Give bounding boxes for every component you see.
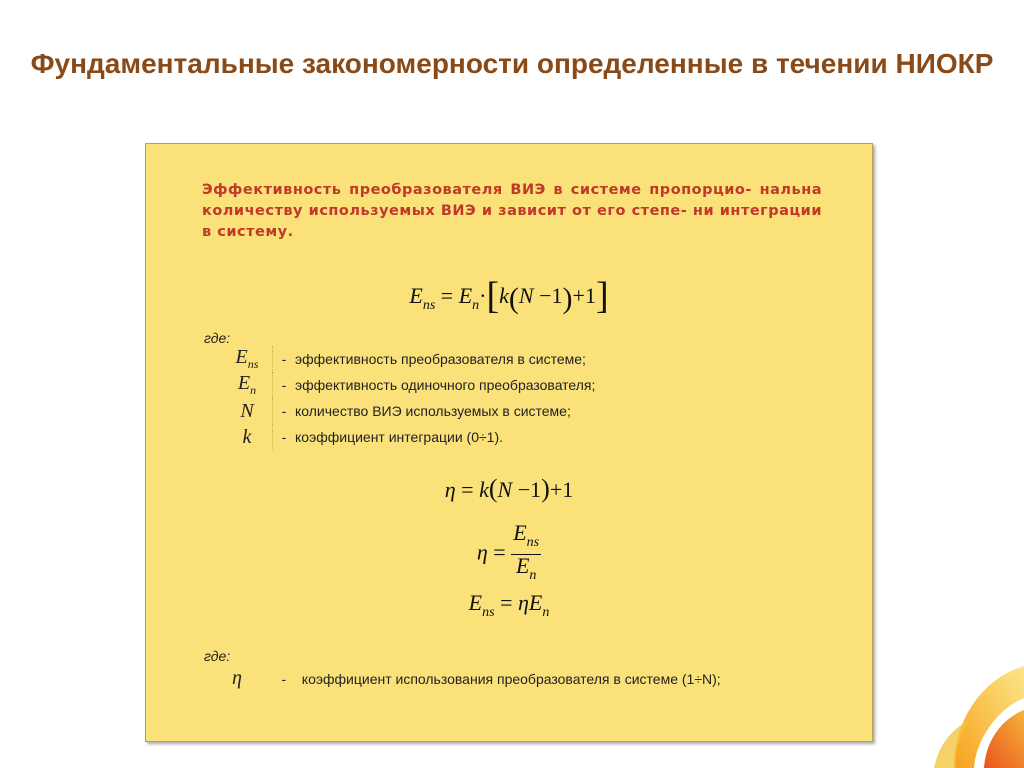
where-label-1: где: (204, 330, 231, 346)
definition-text: количество ВИЭ используемых в системе; (295, 403, 571, 419)
fraction: $\frac{E_{ns}}{E_n}$ (513, 520, 540, 583)
content-panel (145, 143, 873, 742)
definition-row (222, 424, 782, 450)
definition-symbol: $E_{ns}$ (222, 346, 273, 372)
definition-symbol: N (222, 398, 273, 424)
panel-headline: Эффективность преобразователя ВИЭ в системе пропорцио- нальна количеству используемых ВИЭ и зависит от его степе- ни интеграции в систему. (202, 182, 822, 240)
eta-symbol: η (232, 667, 242, 689)
definition-symbol: $E_n$ (222, 372, 273, 398)
eta-dash: - (281, 671, 287, 687)
definition-row (222, 372, 782, 398)
formula-ens: $E_{ns} = \eta E_n$ (468, 590, 550, 620)
definition-row (222, 398, 782, 424)
definition-text: коэффициент интеграции (0÷1). (295, 429, 504, 445)
eta-text: коэффициент использования преобразователя в системе (1÷N); (301, 671, 721, 687)
definition-row (222, 346, 782, 372)
slide-title: Фундаментальные закономерности определенные в течении НИОКР (30, 48, 994, 79)
definition-dash: - (281, 429, 287, 445)
definitions-table (222, 346, 782, 450)
formula-efficiency-system: $E_{ns} = E_n\cdot[k(N -1)+1]$ (409, 275, 609, 317)
formula-eta: η = k(N −1)+1 (444, 474, 574, 503)
where-label-2: где: (204, 648, 231, 664)
definition-dash: - (281, 403, 287, 419)
eta-definition (232, 667, 721, 690)
definition-symbol: k (222, 424, 273, 450)
definition-dash: - (281, 377, 287, 393)
formula-eta-ratio: η = $\frac{E_{ns}}{E_n}$ (146, 522, 872, 587)
definition-dash: - (281, 351, 287, 367)
definition-text: эффективность преобразователя в системе; (295, 351, 586, 367)
orange-swoosh-icon (914, 658, 1024, 768)
definition-text: эффективность одиночного преобразователя; (295, 377, 596, 393)
